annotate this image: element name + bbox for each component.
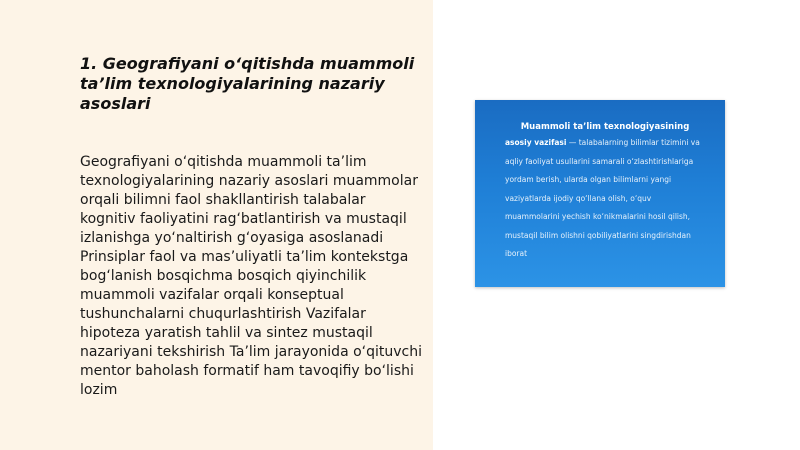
info-card-text <box>505 134 705 264</box>
slide-title: 1. Geografiyani o‘qitishda muammoli ta’lim texnologiyalarining nazariy asoslari <box>80 54 415 113</box>
slide-body-text: Geografiyani o‘qitishda muammoli ta’lim texnologiyalarining nazariy asoslari muammolar orqali bilimni faol shakllantirish talabalar kognitiv faoliyatini rag‘batlantirish va mustaqil izlanishga yo‘naltirish g‘oyasiga asoslanadi Prinsiplar faol va mas’uliyatli ta’lim kontekstga bog‘lanish bosqichma bosqich qiyinchilik muammoli vazifalar orqali konseptual tushunchalarni chuqurlashtirish Vazifalar hipoteza yaratish tahlil va sintez mustaqil nazariyani tekshirish Ta’lim jarayonida o‘qituvchi mentor baholash formatif ham tavoqifiy bo‘lishi lozim <box>80 154 422 398</box>
info-card-lead: asosiy vazifasi <box>505 138 567 147</box>
info-card-heading: Muammoli ta’lim texnologiyasining <box>520 122 690 132</box>
info-card <box>475 100 725 287</box>
info-card-body: — talabalarning bilimlar tizimini va aqliy faoliyat usullarini samarali o‘zlashtirishlariga yordam berish, ularda olgan bilimlarni yangi vaziyatlarda ijodiy qo‘llana olish, o‘quv muammolarini yechish ko‘nikmalarini hosil qilish, mustaqil bilim olishni qobiliyatlarini singdirishdan iborat <box>505 138 700 258</box>
